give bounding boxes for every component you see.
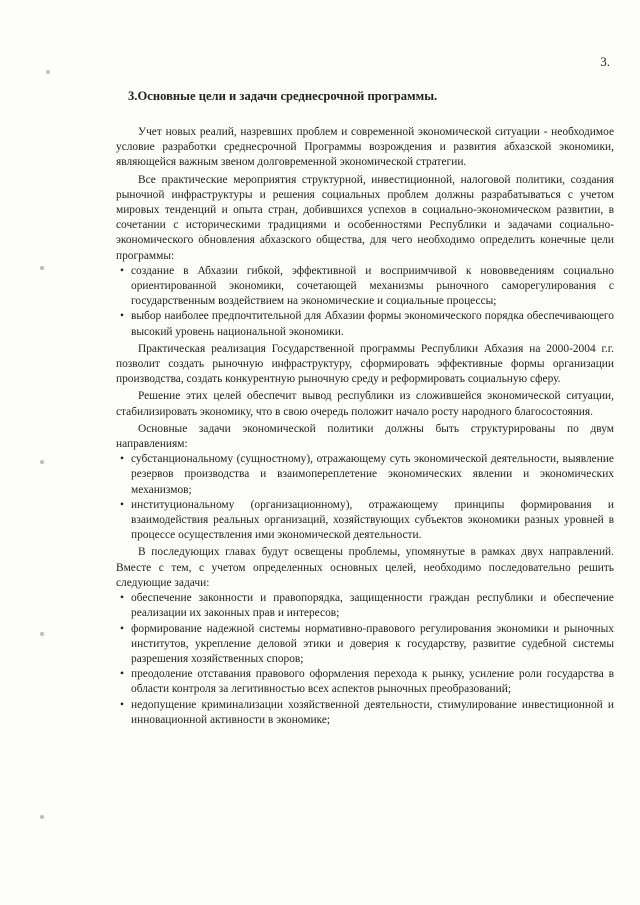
bullet-text: формирование надежной системы нормативно-правового регулирования экономики и рыночных институтов, укрепление деловой этики и доверия к государству, развитие судебной системы разрешения хозяйственных споров; [131,622,614,665]
bullet-marker: • [120,698,124,711]
bullet-item [116,622,614,668]
section-heading: 3.Основные цели и задачи среднесрочной программы. [128,89,438,103]
bullet-text: институциональному (организационному), отражающему принципы формирования и взаимодействия реальных организаций, хозяйствующих субъектов экономики разных уровней в процессе осуществления ими экономической деятельности. [131,498,614,542]
bullet-marker: • [120,622,124,635]
bullet-marker: • [120,592,124,605]
bullet-text: создание в Абхазии гибкой, эффективной и восприимчивой к нововведениям социально ориентированной экономики, сочетающей механизмы рыночного саморегулирования с государственным воздействием на экономические и социальные процессы; [131,264,614,308]
bullet-item [116,498,614,544]
paragraph: В последующих главах будут освещены проблемы, упомянутые в рамках двух направлений. Вместе с тем, с учетом определенных основных целей, необходимо последовательно решить следующие задачи: [116,546,614,589]
bullet-marker: • [120,453,124,466]
scan-mark [40,460,44,464]
paragraph: Основные задачи экономической политики должны быть структурированы по двум направлениям: [116,422,614,451]
page-number: 3. [600,54,610,69]
paragraph: Учет новых реалий, назревших проблем и современной экономической ситуации - необходимое условие разработки среднесрочной Программы возрождения и развития абхазской экономики, являющейся важным звеном долговременной экономической стратегии. [116,126,614,169]
bullet-item [116,452,614,498]
bullet-item [116,667,614,697]
bullet-item [116,698,614,728]
scan-mark [40,632,44,636]
scan-mark [40,266,44,270]
scan-mark [46,70,50,74]
bullet-text: недопущение криминализации хозяйственной деятельности, стимулирование инвестиционной и инновационной активности в экономике; [131,698,614,726]
document-body [116,125,614,728]
bullet-marker: • [120,264,124,277]
bullet-text: выбор наиболее предпочтительной для Абхазии формы экономического порядка обеспечивающего высокий уровень национальной экономики. [131,310,614,338]
bullet-text: субстанциональному (сущностному), отражающему суть экономической деятельности, выявление резервов производства и взаимопереплетение экономических явлении и экономических механизмов; [131,453,614,496]
scan-mark [40,815,44,819]
paragraph: Решение этих целей обеспечит вывод республики из сложившейся экономической ситуации, стабилизировать экономику, что в свою очередь положит начало росту народного благосостояния. [116,390,614,418]
bullet-marker: • [120,668,124,681]
paragraph: Все практические мероприятия структурной, инвестиционной, налоговой политики, создания рыночной инфраструктуры и решения социальных проблем должны разрабатываться с учетом мировых тенденций и опыта стран, добившихся успехов в социально-экономическом развитии, в сочетании с историческими традициями и особенностями Республики и задачами социально-экономического обновления абхазского общества, для чего необходимо определить конечные цели программы: [116,173,614,262]
bullet-text: преодоление отставания правового оформления перехода к рынку, усиление роли государства в области контроля за легитивностью всех аспектов рыночных преобразований; [131,668,614,696]
bullet-item [116,309,614,339]
bullet-text: обеспечение законности и правопорядка, защищенности граждан республики и обеспечение реализации их законных прав и интересов; [131,592,614,620]
paragraph: Практическая реализация Государственной программы Республики Абхазия на 2000-2004 г.г. позволит создать рыночную инфраструктуру, сформировать эффективные формы организации производства, создать конкурентную рыночную среду и реформировать социальную сферу. [116,342,614,386]
bullet-marker: • [120,310,124,323]
bullet-item [116,264,614,310]
bullet-item [116,591,614,621]
bullet-marker: • [120,498,124,511]
